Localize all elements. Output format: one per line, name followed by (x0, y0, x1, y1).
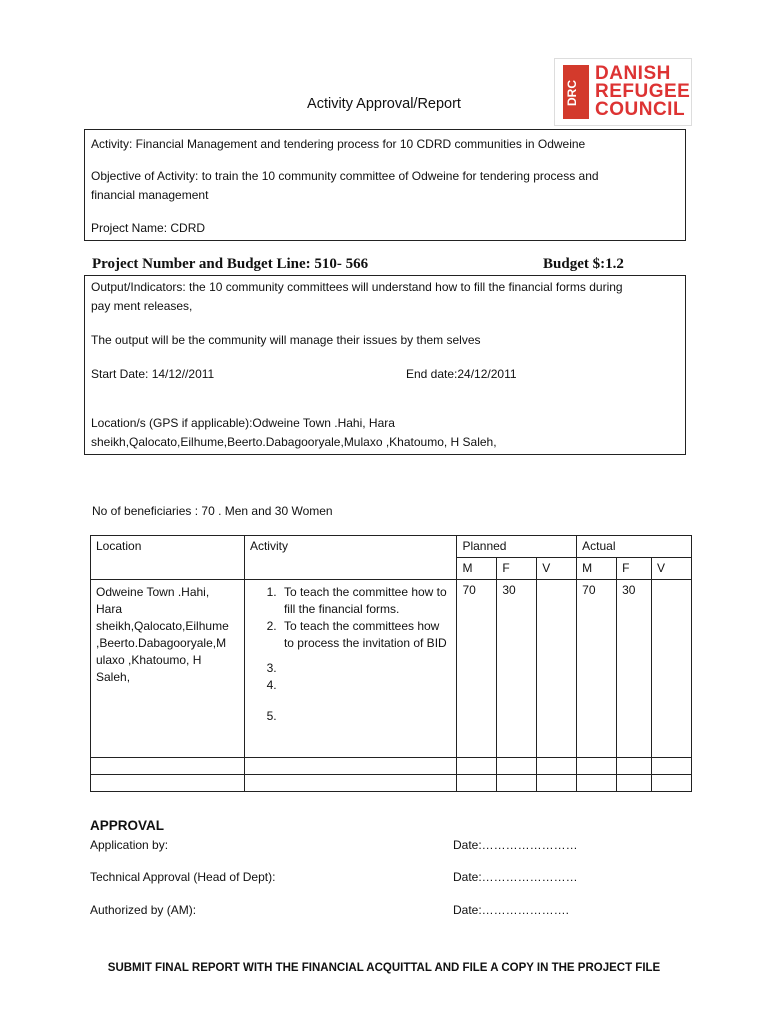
objective-text-2: financial management (91, 188, 209, 202)
planned-f-value: 30 (497, 580, 537, 758)
row-location (91, 580, 245, 758)
sub-actual-m: M (577, 558, 617, 580)
header-actual: Actual (577, 536, 692, 558)
sub-planned-m: M (457, 558, 497, 580)
location-line-1: Location/s (GPS if applicable):Odweine Town .Hahi, Hara (91, 416, 395, 430)
application-by-date: Date:…………………… (453, 838, 578, 852)
beneficiaries: No of beneficiaries : 70 . Men and 30 Women (92, 504, 333, 518)
drc-logo-mark-icon (561, 63, 591, 121)
technical-approval-date: Date:…………………… (453, 870, 578, 884)
drc-logo (554, 58, 692, 126)
project-number: Project Number and Budget Line: 510- 566 (92, 256, 369, 272)
location-line: Hara (96, 602, 123, 616)
budget: Budget $:1.2 (543, 256, 624, 272)
location-line: Odweine Town .Hahi, (96, 585, 210, 599)
output-line-3: The output will be the community will manage their issues by them selves (91, 333, 481, 347)
table-empty-row (91, 758, 692, 775)
header-activity: Activity (244, 536, 457, 580)
location-line-2: sheikh,Qalocato,Eilhume,Beerto.Dabagooryale,Mulaxo ,Khatoumo, H Saleh, (91, 435, 497, 449)
location-line: Saleh, (96, 670, 131, 684)
svg-text:DRC: DRC (565, 80, 579, 106)
sub-actual-f: F (617, 558, 652, 580)
location-line: ulaxo ,Khatoumo, H (96, 653, 202, 667)
table-header-row (91, 536, 692, 558)
activity-item (280, 660, 452, 677)
location-line: sheikh,Qalocato,Eilhume (96, 619, 229, 633)
objective-text-1: Objective of Activity: to train the 10 community committee of Odweine for tendering process and (91, 169, 599, 183)
logo-line-2: REFUGEE (595, 81, 691, 102)
activity-item (280, 708, 452, 725)
table-row (91, 580, 692, 758)
actual-m-value: 70 (577, 580, 617, 758)
sub-planned-v: V (537, 558, 577, 580)
actual-f-value: 30 (617, 580, 652, 758)
activity-item: 1. To teach the committee how to fill the financial forms. (280, 584, 452, 618)
output-box (84, 275, 686, 455)
actual-v-value (652, 580, 692, 758)
planned-m-value: 70 (457, 580, 497, 758)
output-line-2: pay ment releases, (91, 299, 193, 313)
header-location: Location (91, 536, 245, 580)
header-planned: Planned (457, 536, 577, 558)
output-line-1: Output/Indicators: the 10 community committees will understand how to fill the financial forms during (91, 280, 623, 294)
authorized-by-label: Authorized by (AM): (90, 903, 197, 917)
end-date: End date:24/12/2011 (406, 367, 517, 381)
project-name: Project Name: CDRD (91, 221, 206, 235)
beneficiaries-table (90, 535, 692, 792)
logo-line-3: COUNCIL (595, 99, 686, 120)
application-by-label: Application by: (90, 838, 169, 852)
page-title: Activity Approval/Report (307, 96, 461, 112)
location-line: ,Beerto.Dabagooryale,M (96, 636, 227, 650)
start-date: Start Date: 14/12//2011 (91, 367, 215, 381)
sub-planned-f: F (497, 558, 537, 580)
table-empty-row (91, 775, 692, 792)
sub-actual-v: V (652, 558, 692, 580)
planned-v-value (537, 580, 577, 758)
authorized-by-date: Date:…………………. (453, 903, 570, 917)
activity-box (84, 129, 686, 241)
activity-item (280, 677, 452, 694)
technical-approval-label: Technical Approval (Head of Dept): (90, 870, 276, 884)
activity-text: Activity: Financial Management and tendering process for 10 CDRD communities in Odweine (91, 137, 586, 151)
approval-heading: APPROVAL (90, 818, 165, 833)
activity-item: 2. To teach the committees how to process the invitation of BID (280, 618, 452, 652)
footer-instruction: SUBMIT FINAL REPORT WITH THE FINANCIAL ACQUITTAL AND FILE A COPY IN THE PROJECT FILE (107, 962, 661, 974)
row-activity (244, 580, 457, 758)
logo-line-1: DANISH (595, 63, 671, 84)
activity-list (250, 584, 452, 725)
